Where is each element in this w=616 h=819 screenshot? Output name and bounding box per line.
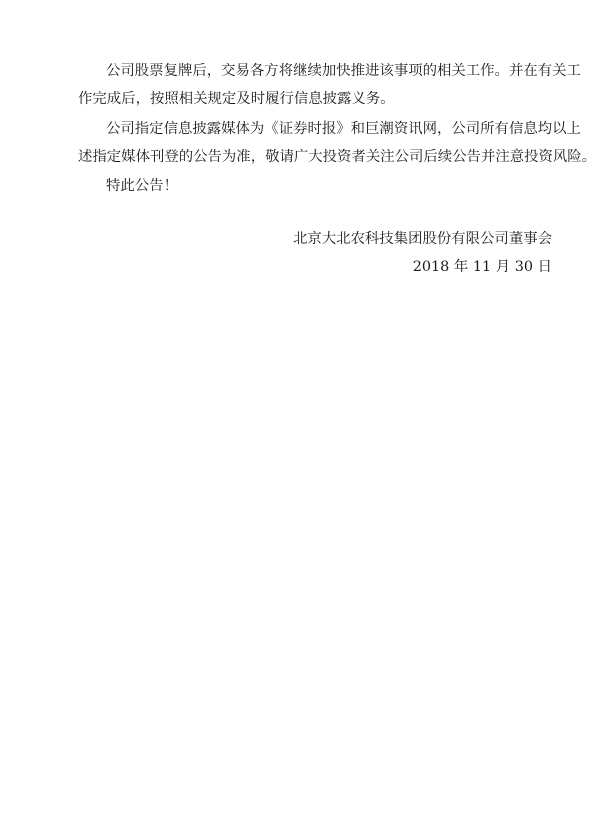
- closing-statement: 特此公告！: [106, 178, 178, 194]
- signature-company: 北京大北农科技集团股份有限公司董事会: [292, 231, 552, 247]
- paragraph-2-line-2: 述指定媒体刊登的公告为准，敬请广大投资者关注公司后续公告并注意投资风险。: [78, 149, 597, 165]
- signature-date: 2018 年 11 月 30 日: [412, 259, 552, 275]
- paragraph-1-line-1: 公司股票复牌后，交易各方将继续加快推进该事项的相关工作。并在有关工: [106, 63, 581, 79]
- paragraph-2-line-1: 公司指定信息披露媒体为《证券时报》和巨潮资讯网，公司所有信息均以上: [106, 121, 581, 137]
- paragraph-1-line-2: 作完成后，按照相关规定及时履行信息披露义务。: [78, 91, 395, 107]
